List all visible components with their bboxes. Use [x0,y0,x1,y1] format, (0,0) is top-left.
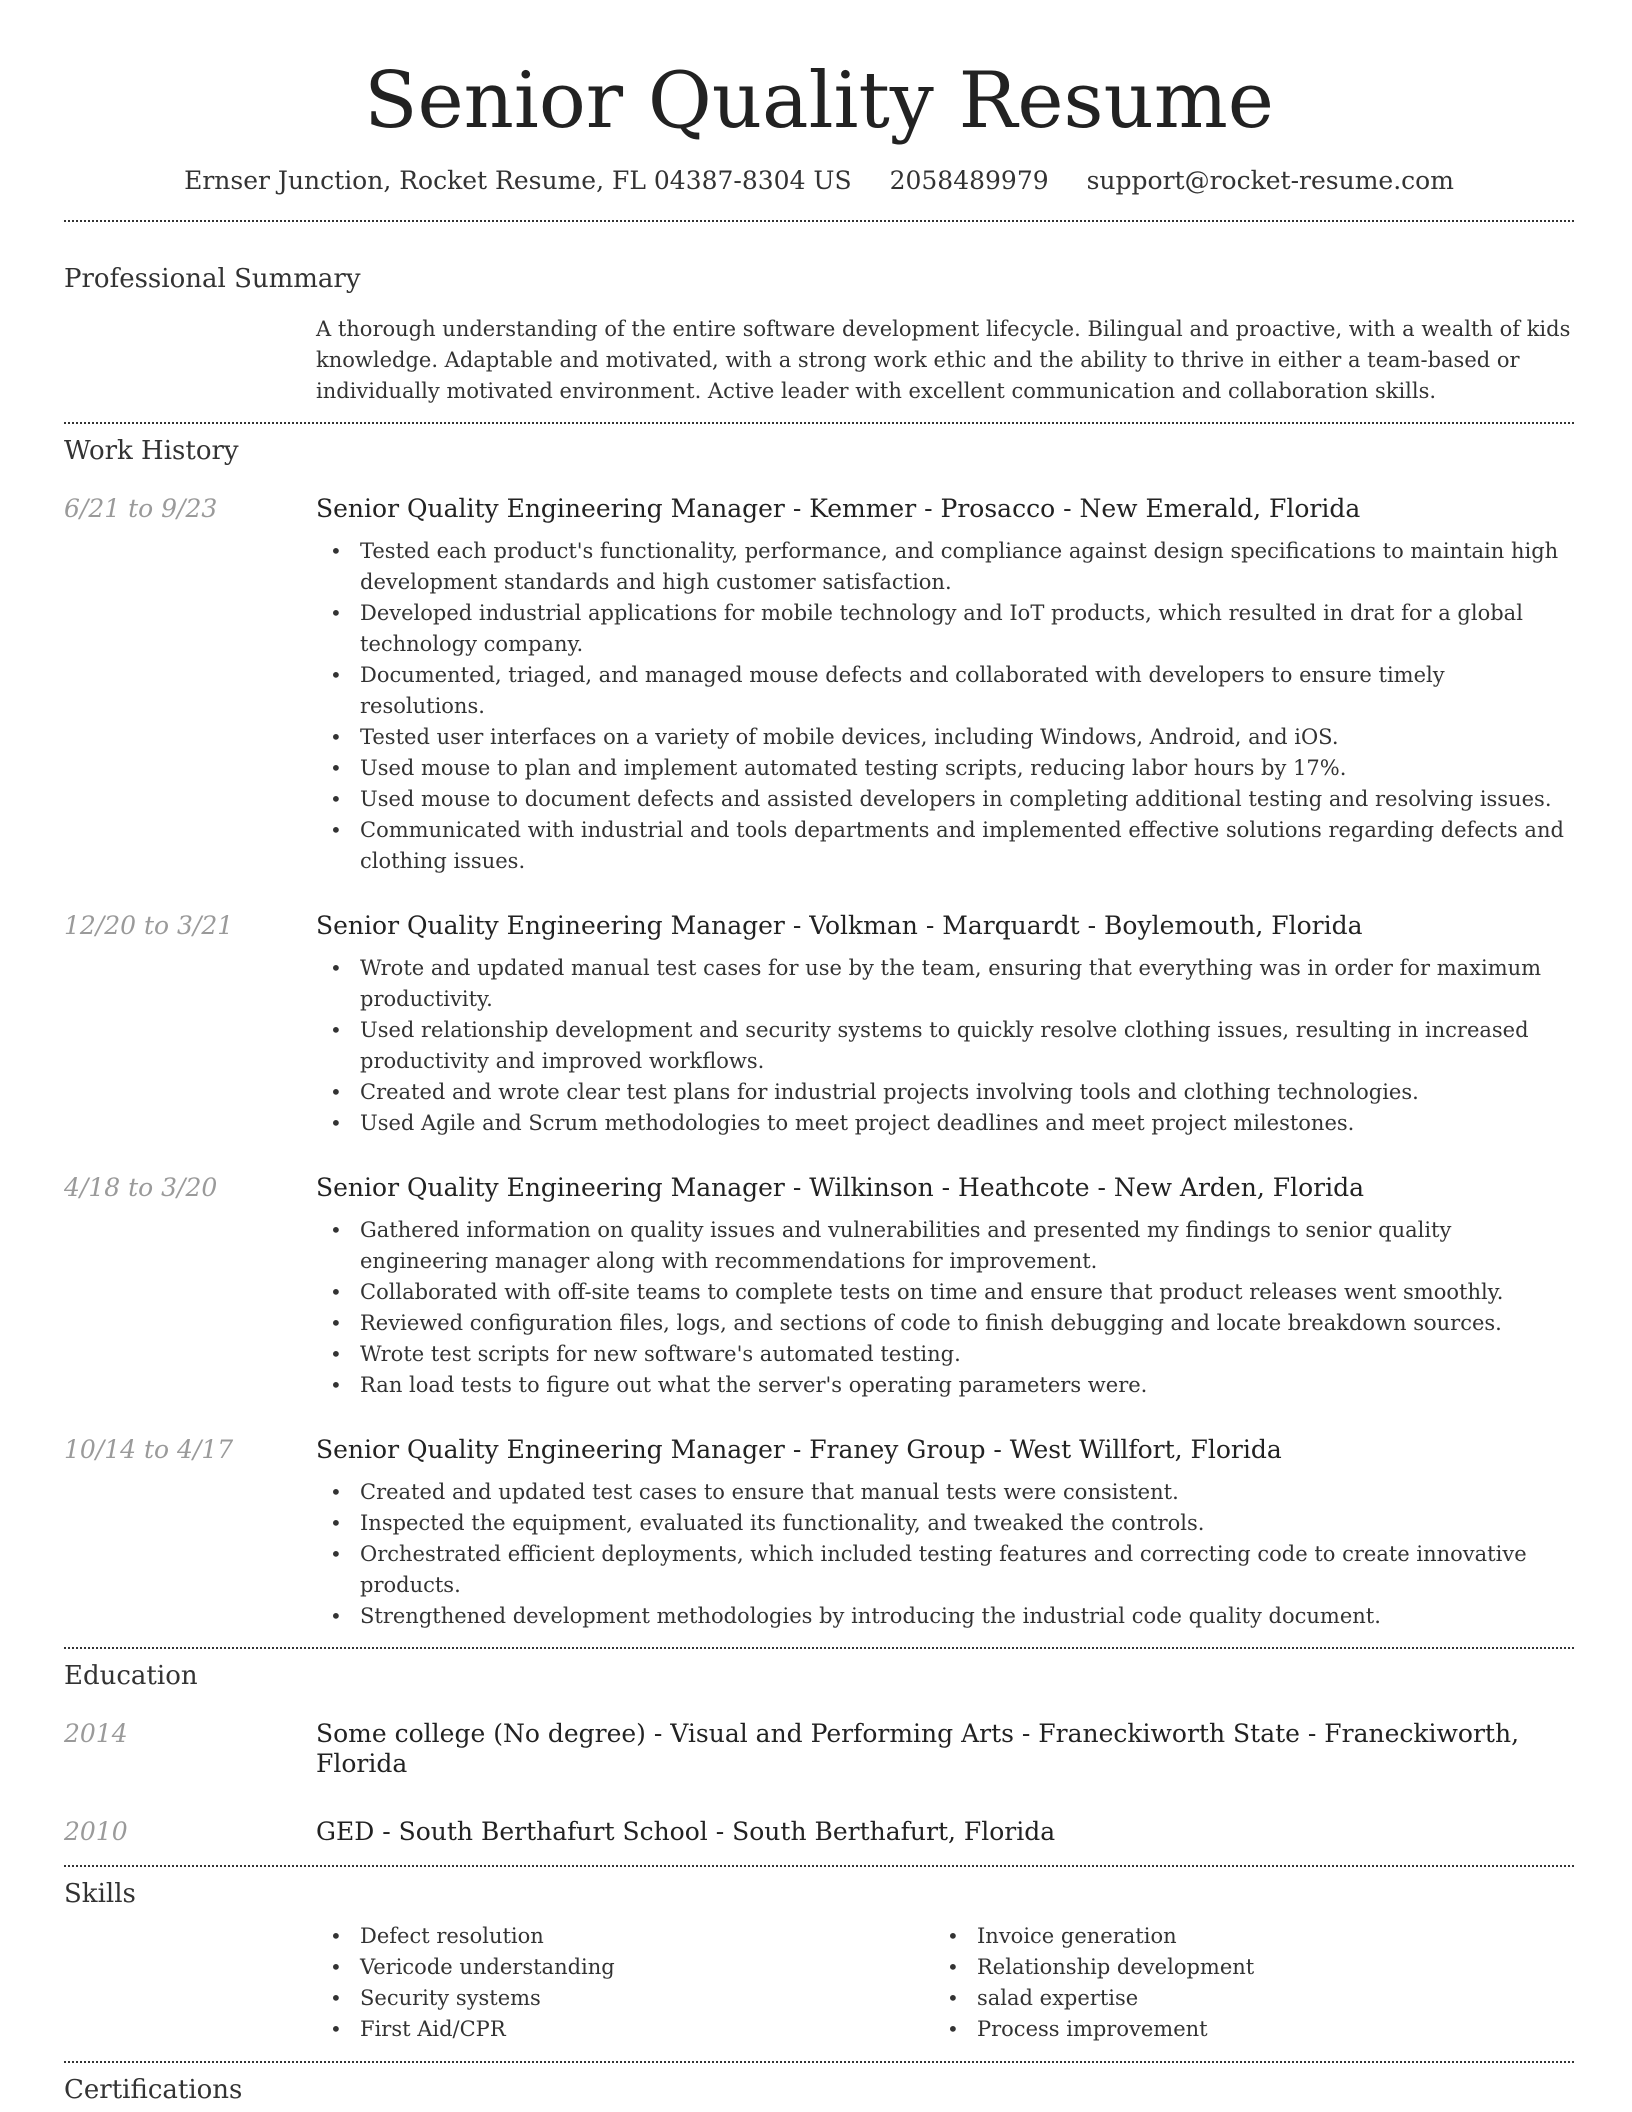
skills-list-right [933,1921,1550,2045]
list-item: • Communicated with industrial and tools departments and implemented effective solutions regarding defects and clothing issues. [316,815,1574,877]
list-item: • Invoice generation [933,1921,1550,1952]
section-title-education: Education [64,1661,198,1691]
list-item: • Vericode understanding [316,1952,933,1983]
job-entry [64,1173,1574,1401]
job-entry [64,911,1574,1139]
section-title-skills: Skills [64,1879,136,1909]
summary-row [64,314,1574,407]
list-item: • Reviewed configuration files, logs, and sections of code to finish debugging and locate breakdown sources. [316,1308,1574,1339]
list-item: • Created and updated test cases to ensure that manual tests were consistent. [316,1477,1574,1508]
divider [64,220,1574,222]
education-text: Some college (No degree) - Visual and Performing Arts - Franeckiworth State - Franeckiworth, Florida [316,1719,1520,1778]
list-item: • Defect resolution [316,1921,933,1952]
list-item: • First Aid/CPR [316,2014,933,2045]
list-item: • Strengthened development methodologies by introducing the industrial code quality document. [316,1601,1574,1632]
skills-grid [316,1921,1574,2045]
contact-phone: 2058489979 [889,166,1049,195]
divider [64,1865,1574,1867]
list-item: • Process improvement [933,2014,1550,2045]
list-item: • Used mouse to document defects and assisted developers in completing additional testing and resolving issues. [316,784,1574,815]
education-text: GED - South Berthafurt School - South Berthafurt, Florida [316,1817,1056,1846]
list-item: • Security systems [316,1983,933,2014]
job-title: Senior Quality Engineering Manager - Wilkinson - Heathcote - New Arden, Florida [316,1173,1364,1202]
list-item: • Developed industrial applications for mobile technology and IoT products, which resulted in drat for a global technology company. [316,598,1574,660]
section-title-work: Work History [64,436,239,466]
job-entry [64,494,1574,877]
list-item: • Collaborated with off-site teams to complete tests on time and ensure that product releases went smoothly. [316,1277,1574,1308]
list-item: • Used mouse to plan and implement automated testing scripts, reducing labor hours by 17%. [316,753,1574,784]
job-title: Senior Quality Engineering Manager - Franey Group - West Willfort, Florida [316,1435,1282,1464]
job-entry [64,1435,1574,1632]
list-item: • Used relationship development and security systems to quickly resolve clothing issues, resulting in increased productivity and improved workflows. [316,1015,1574,1077]
list-item: • Orchestrated efficient deployments, which included testing features and correcting code to create innovative products. [316,1539,1574,1601]
contact-line [64,166,1574,196]
job-dates: 10/14 to 4/17 [64,1435,234,1464]
list-item: • Documented, triaged, and managed mouse defects and collaborated with developers to ensure timely resolutions. [316,660,1574,722]
list-item: • salad expertise [933,1983,1550,2014]
contact-email: support@rocket-resume.com [1086,166,1454,195]
education-year: 2014 [64,1719,128,1748]
job-title: Senior Quality Engineering Manager - Volkman - Marquardt - Boylemouth, Florida [316,911,1363,940]
list-item: • Gathered information on quality issues and vulnerabilities and presented my findings to senior quality engineering manager along with recommendations for improvement. [316,1215,1574,1277]
summary-text: A thorough understanding of the entire software development lifecycle. Bilingual and proactive, with a wealth of kids knowledge. Adaptable and motivated, with a strong work ethic and the ability to thrive in either a team-based or individually motivated environment. Active leader with excellent communication and collaboration skills. [316,317,1571,403]
section-title-certifications: Certifications [64,2075,243,2105]
list-item: • Tested each product's functionality, performance, and compliance against design specifications to maintain high development standards and high customer satisfaction. [316,536,1574,598]
job-bullets [316,536,1574,877]
job-title: Senior Quality Engineering Manager - Kemmer - Prosacco - New Emerald, Florida [316,494,1361,523]
list-item: • Ran load tests to figure out what the server's operating parameters were. [316,1370,1574,1401]
job-dates: 6/21 to 9/23 [64,494,218,523]
job-dates: 12/20 to 3/21 [64,911,234,940]
divider [64,2061,1574,2063]
divider [64,1647,1574,1649]
list-item: • Wrote test scripts for new software's automated testing. [316,1339,1574,1370]
list-item: • Wrote and updated manual test cases for use by the team, ensuring that everything was in order for maximum productivity. [316,953,1574,1015]
divider [64,422,1574,424]
list-item: • Inspected the equipment, evaluated its functionality, and tweaked the controls. [316,1508,1574,1539]
resume-page [64,0,1574,2105]
contact-address: Ernser Junction, Rocket Resume, FL 04387-8304 US [184,166,852,195]
section-title-summary: Professional Summary [64,264,361,294]
skills-row [64,1921,1574,2045]
education-entry [64,1817,1574,1847]
resume-title: Senior Quality Resume [364,56,1274,146]
job-bullets [316,1215,1574,1401]
job-bullets [316,953,1574,1139]
list-item: • Created and wrote clear test plans for industrial projects involving tools and clothing technologies. [316,1077,1574,1108]
list-item: • Tested user interfaces on a variety of mobile devices, including Windows, Android, and iOS. [316,722,1574,753]
education-entry [64,1719,1574,1779]
skills-list-left [316,1921,933,2045]
education-year: 2010 [64,1817,128,1846]
list-item: • Relationship development [933,1952,1550,1983]
job-bullets [316,1477,1574,1632]
list-item: • Used Agile and Scrum methodologies to meet project deadlines and meet project milestones. [316,1108,1574,1139]
job-dates: 4/18 to 3/20 [64,1173,218,1202]
